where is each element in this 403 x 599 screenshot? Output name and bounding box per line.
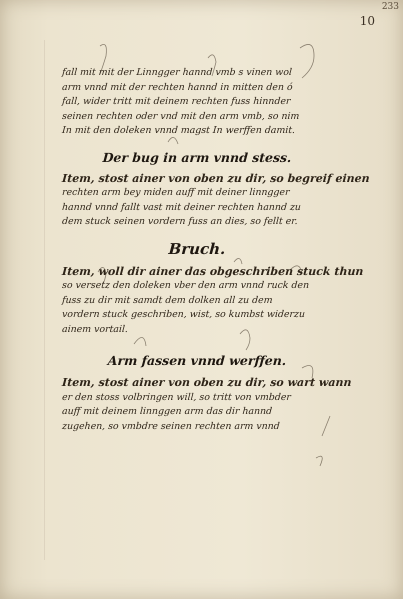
text-line: fuss zu dir mit samdt dem dolken all zu dem (61, 294, 273, 306)
text-line: rechten arm bey miden auff mit deiner linngger (61, 187, 290, 199)
manuscript-text (61, 66, 371, 436)
text-line: seinen rechten oder vnd mit den arm vmb, so nim (61, 110, 300, 122)
folio-number-alt: 233 (381, 2, 399, 12)
section-heading: Der bug in arm vnnd stess. (102, 149, 292, 165)
text-line: dem stuck seinen vordern fuss an dies, so fellt er. (61, 216, 299, 228)
text-line: Item, stost ainer von oben zu dir, so wart wann (61, 376, 352, 390)
intro-paragraph (62, 66, 332, 139)
folio-number: 10 (359, 14, 375, 28)
text-line: auff mit deinem linnggen arm das dir hannd (61, 406, 273, 418)
text-line: ainem vortail. (61, 323, 129, 335)
text-line: zugehen, so vmbdre seinen rechten arm vnnd (61, 420, 281, 432)
section-paragraph (61, 264, 364, 338)
section-paragraph (61, 171, 371, 230)
section-heading: Bruch. (168, 239, 227, 258)
text-line: arm vnnd mit der rechten hannd in mitten den ó (61, 81, 293, 93)
section-paragraph (61, 376, 352, 434)
text-line: er den stoss volbringen will, so tritt von vmbder (61, 391, 292, 403)
text-line: Item, stost ainer von oben zu dir, so begreif einen (61, 171, 371, 185)
section-heading: Arm fassen vnnd werffen. (107, 352, 287, 368)
text-line: so versetz den doleken vber den arm vnnd ruck den (61, 280, 310, 292)
text-line: Item, woll dir ainer das obgeschriben stuck thun (61, 264, 364, 278)
text-line: vordern stuck geschriben, wist, so kumbst widerzu (61, 309, 306, 321)
text-line: hannd vnnd fallt vast mit deiner rechten hannd zu (61, 201, 302, 213)
text-line: In mit den doleken vnnd magst In werffen damit. (61, 125, 296, 137)
text-line: fall mit mit der Linngger hannd vmb s vinen wol (61, 67, 293, 78)
text-line: fall, wider tritt mit deinem rechten fuss hinnder (61, 96, 291, 108)
